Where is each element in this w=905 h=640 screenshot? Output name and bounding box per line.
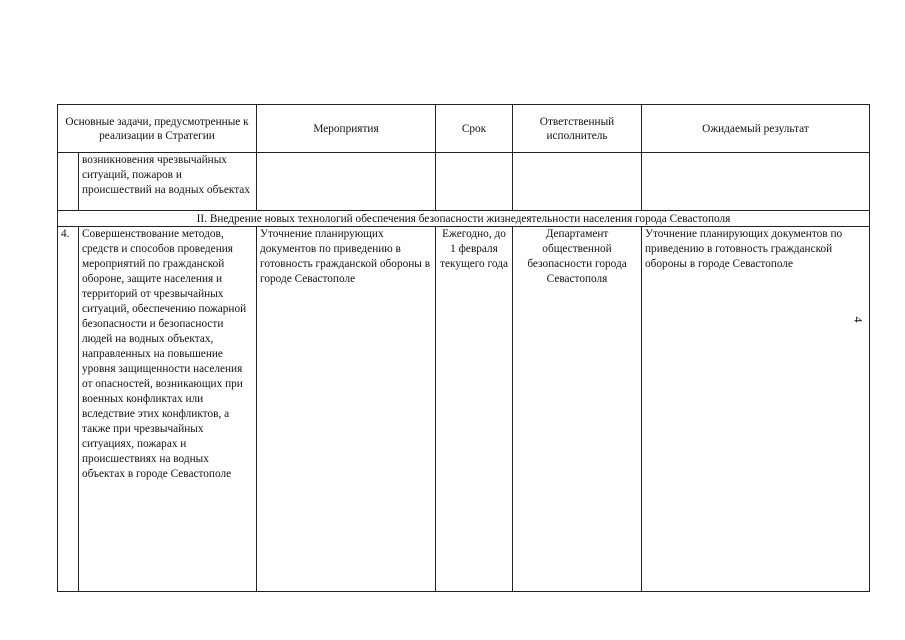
page-number: 4: [851, 316, 866, 323]
header-result: Ожидаемый результат: [642, 105, 870, 153]
header-executor: Ответственный исполнитель: [513, 105, 642, 153]
task-cell: Совершенствование методов, средств и способов проведения мероприятий по гражданской обороне, защите населения и территорий от чрезвычайных ситуаций, обеспечению пожарной безопасности и безопасности людей на водных объектах, направленных на повышение уровня защищенности населения от опасностей, возникающих при военных конфликтах или вследствие этих конфликтов, а также при чрезвычайных ситуациях, пожарах и происшествиях на водных объектах в городе Севастополе: [79, 227, 257, 592]
term-cell: Ежегодно, до 1 февраля текущего года: [436, 227, 513, 592]
continuation-empty-cell: [642, 153, 870, 211]
continuation-num-cell: [58, 153, 79, 211]
header-tasks: Основные задачи, предусмотренные к реализации в Стратегии: [58, 105, 257, 153]
strategy-table: [57, 104, 870, 592]
header-term: Срок: [436, 105, 513, 153]
result-cell: Уточнение планирующих документов по приведению в готовность гражданской обороны в городе Севастополе: [642, 227, 870, 592]
continuation-empty-cell: [257, 153, 436, 211]
row-number: 4.: [58, 227, 79, 592]
continuation-row: [58, 153, 870, 211]
continuation-task-cell: возникновения чрезвычайных ситуаций, пожаров и происшествий на водных объектах: [79, 153, 257, 211]
measure-cell: Уточнение планирующих документов по приведению в готовность гражданской обороны в городе Севастополе: [257, 227, 436, 592]
header-measures: Мероприятия: [257, 105, 436, 153]
table-row: [58, 227, 870, 592]
continuation-empty-cell: [436, 153, 513, 211]
section-row: [58, 211, 870, 227]
executor-cell: Департамент общественной безопасности города Севастополя: [513, 227, 642, 592]
table-header-row: [58, 105, 870, 153]
continuation-empty-cell: [513, 153, 642, 211]
section-title: II. Внедрение новых технологий обеспечения безопасности жизнедеятельности населения города Севастополя: [58, 211, 870, 227]
